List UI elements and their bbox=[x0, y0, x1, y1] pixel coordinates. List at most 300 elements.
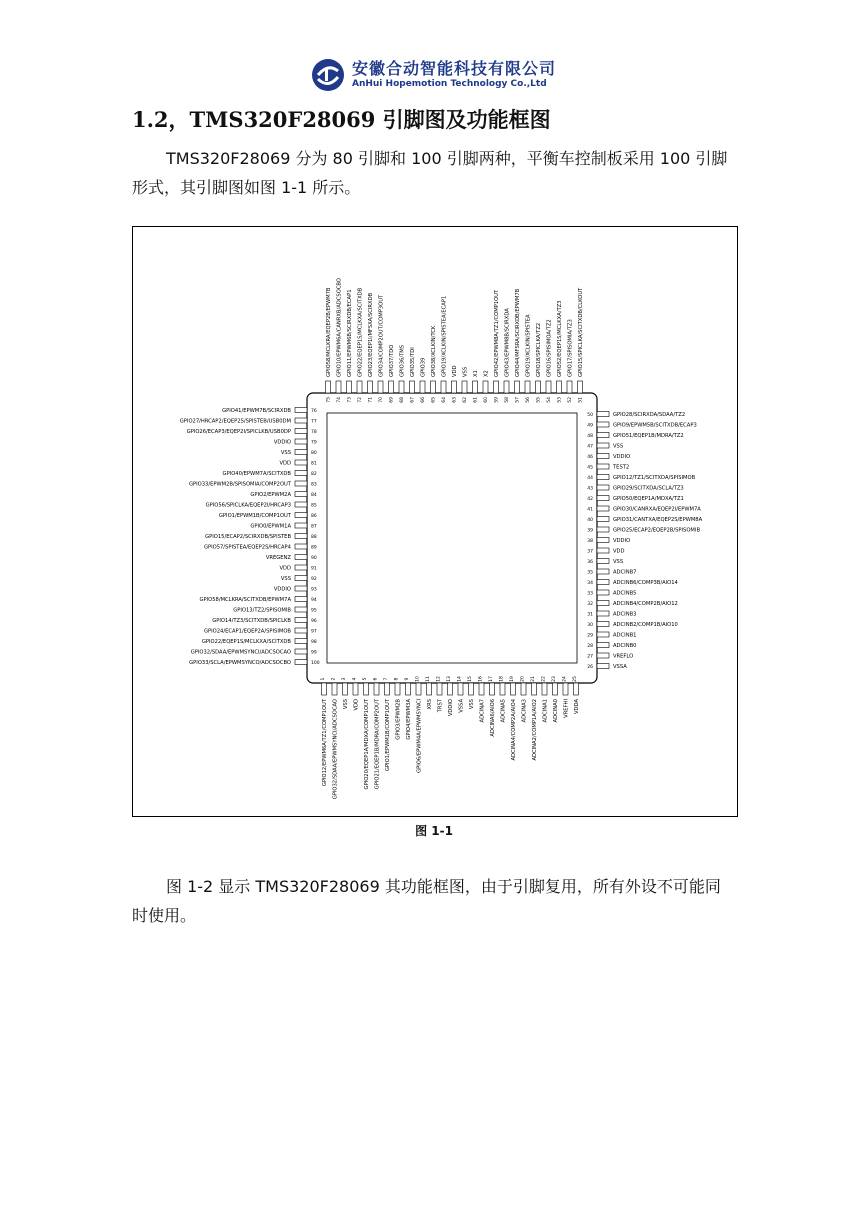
pin-label: GPIO1/EPWM1B/COMP1OUT bbox=[385, 699, 391, 772]
pin-number: 29 bbox=[587, 633, 593, 639]
pin-label: GPIO24/ECAP1/EQEP2A/SPISIMOB bbox=[204, 628, 291, 635]
pin-number: 10 bbox=[415, 676, 421, 682]
pin-label: VDDIO bbox=[613, 453, 631, 460]
pin-label: GPIO20/EQEP1A/MDXA/COMP1OUT bbox=[364, 699, 370, 790]
pin-label: VSS bbox=[280, 575, 291, 582]
pin-stub bbox=[597, 527, 609, 532]
pin-number: 27 bbox=[587, 654, 593, 660]
pin-stub bbox=[420, 381, 425, 393]
pin-label: GPIO4/EPWM3A bbox=[406, 699, 412, 740]
pin-label: GPIO9/EPWM5B/SCITXDB/ECAP3 bbox=[613, 422, 697, 429]
pin-number: 20 bbox=[520, 676, 526, 682]
pin-stub bbox=[597, 464, 609, 469]
pin-stub bbox=[322, 683, 327, 695]
pin-label: GPIO56/SPICLKA/EQEP2I/HRCAP3 bbox=[205, 502, 291, 509]
pin-stub bbox=[295, 544, 307, 549]
pin-label: VDDIO bbox=[613, 537, 631, 544]
pin-stub bbox=[546, 381, 551, 393]
pin-number: 99 bbox=[311, 650, 317, 656]
pin-stub bbox=[437, 683, 442, 695]
pin-number: 64 bbox=[442, 397, 447, 403]
pin-stub bbox=[295, 513, 307, 518]
pin-number: 1 bbox=[321, 677, 326, 681]
pin-label: GPIO37/TDO bbox=[389, 344, 395, 377]
pin-stub bbox=[295, 628, 307, 633]
pin-stub bbox=[427, 683, 432, 695]
pin-label: ADCINB3 bbox=[613, 611, 637, 618]
pin-stub bbox=[326, 381, 331, 393]
pin-stub bbox=[295, 471, 307, 476]
pin-label: GPIO19/XCLKIN/SPISTEA bbox=[525, 314, 532, 377]
pin-stub bbox=[504, 381, 509, 393]
pin-number: 35 bbox=[587, 570, 593, 576]
pin-number: 60 bbox=[484, 397, 489, 403]
pin-number: 68 bbox=[400, 397, 405, 403]
pin-label: GPIO39 bbox=[420, 357, 427, 377]
pin-stub bbox=[295, 618, 307, 623]
pin-number: 95 bbox=[311, 608, 317, 614]
company-name-cn: 安徽合动智能科技有限公司 bbox=[352, 59, 557, 78]
pin-number: 3 bbox=[342, 677, 347, 681]
pin-number: 96 bbox=[311, 618, 317, 624]
pin-label: GPIO0/EPWM1A bbox=[250, 523, 291, 530]
pin-stub bbox=[597, 559, 609, 564]
pin-label: GPIO32/SDAA/EPWMSYNCI/ADCSOCAO bbox=[332, 699, 339, 800]
pin-number: 14 bbox=[457, 676, 463, 682]
pin-number: 66 bbox=[421, 397, 426, 403]
pin-stub bbox=[597, 590, 609, 595]
pin-label: GPIO28/SCIRXDA/SDAA/TZ2 bbox=[613, 411, 686, 418]
pin-label: XRS bbox=[427, 699, 433, 710]
pin-number: 17 bbox=[489, 676, 494, 682]
pin-stub bbox=[515, 381, 520, 393]
pin-number: 37 bbox=[587, 549, 593, 555]
pin-stub bbox=[416, 683, 421, 695]
pin-stub bbox=[479, 683, 484, 695]
pin-number: 40 bbox=[587, 517, 593, 523]
pin-label: VSS bbox=[462, 366, 469, 377]
pin-label: GPIO1/EPWM1B/COMP1OUT bbox=[218, 512, 291, 519]
pin-number: 47 bbox=[587, 444, 593, 450]
pin-label: VDDIO bbox=[448, 699, 454, 717]
chip-body bbox=[307, 393, 597, 683]
pin-stub bbox=[295, 649, 307, 654]
pin-stub bbox=[295, 408, 307, 413]
pin-label: VDD bbox=[452, 365, 458, 377]
pin-label: GPIO42/EPWM8A/TZ1/COMP1OUT bbox=[494, 289, 500, 377]
pin-stub bbox=[574, 683, 579, 695]
pin-stub bbox=[353, 683, 358, 695]
pin-label: GPIO3/EPWM2B bbox=[395, 699, 402, 740]
pin-number: 50 bbox=[587, 412, 593, 418]
pin-stub bbox=[295, 460, 307, 465]
pin-label: ADCINA1 bbox=[542, 699, 549, 723]
pin-label: GPIO17/SPISOMIA/TZ3 bbox=[567, 319, 574, 377]
pin-number: 86 bbox=[311, 513, 317, 519]
pin-stub bbox=[597, 569, 609, 574]
pin-number: 56 bbox=[526, 397, 531, 403]
pin-number: 83 bbox=[311, 482, 317, 488]
pin-stub bbox=[295, 418, 307, 423]
block-diagram-paragraph: 图 1-2 显示 TMS320F28069 其功能框图，由于引脚复用，所有外设不可能同时使用。 bbox=[132, 877, 721, 925]
pin-stub bbox=[347, 381, 352, 393]
pin-label: GPIO40/EPWM7A/SCITXDB bbox=[222, 470, 291, 477]
pin-number: 65 bbox=[431, 397, 437, 403]
pin-label: GPIO15/ECAP2/SCIRXDB/SPISTEB bbox=[205, 533, 291, 540]
pin-label: GPIO52/EQEP1S/MCLKXA/TZ3 bbox=[557, 300, 563, 377]
pin-number: 59 bbox=[494, 397, 500, 403]
pin-number: 97 bbox=[311, 629, 317, 635]
pin-number: 74 bbox=[337, 397, 342, 403]
pin-number: 16 bbox=[478, 676, 484, 682]
pin-label: GPIO21/EQEP1B/MDRA/COMP2OUT bbox=[374, 699, 381, 790]
pin-number: 63 bbox=[452, 397, 458, 403]
pin-stub bbox=[597, 643, 609, 648]
pin-label: VREGENZ bbox=[265, 554, 291, 561]
pin-number: 7 bbox=[384, 677, 389, 681]
pin-stub bbox=[597, 454, 609, 459]
pin-label: GPIO36/TMS bbox=[399, 344, 406, 377]
pin-label: GPIO51/EQEP1B/MDRA/TZ2 bbox=[613, 432, 684, 439]
pin-label: TRST bbox=[437, 699, 444, 713]
pin-label: VDD bbox=[279, 460, 291, 467]
pin-label: GPIO23/EQEP1I/MFSXA/SCIRXDB bbox=[368, 292, 374, 377]
pin-label: GPIO29/SCITXDA/SCLA/TZ3 bbox=[613, 485, 684, 492]
pin-stub bbox=[295, 534, 307, 539]
pin-number: 45 bbox=[587, 465, 593, 471]
pin-number: 87 bbox=[311, 524, 317, 530]
pin-stub bbox=[452, 381, 457, 393]
pin-stub bbox=[597, 622, 609, 627]
pin-number: 100 bbox=[311, 660, 320, 666]
company-logo bbox=[310, 57, 346, 93]
pin-number: 75 bbox=[326, 397, 332, 403]
pin-number: 12 bbox=[436, 676, 442, 682]
pin-stub bbox=[521, 683, 526, 695]
pin-label: ADCINB2/COMP1B/AIO10 bbox=[613, 621, 678, 628]
pin-number: 46 bbox=[587, 454, 593, 460]
pin-stub bbox=[490, 683, 495, 695]
pin-label: GPIO12/EPWM6A/TZ1/COMP1OUT bbox=[322, 699, 328, 787]
pin-number: 23 bbox=[552, 676, 557, 682]
pin-stub bbox=[295, 597, 307, 602]
pin-label: VSSA bbox=[613, 663, 627, 670]
pin-label: VDDA bbox=[574, 699, 580, 714]
pin-number: 72 bbox=[358, 397, 363, 403]
pin-number: 30 bbox=[587, 622, 593, 628]
pin-number: 61 bbox=[473, 397, 479, 403]
pin-label: ADCINA5 bbox=[500, 699, 507, 723]
pin-number: 13 bbox=[447, 676, 452, 682]
pin-stub bbox=[597, 538, 609, 543]
pin-stub bbox=[500, 683, 505, 695]
pin-stub bbox=[295, 576, 307, 581]
pin-label: ADCINA6/AIO6 bbox=[490, 699, 496, 737]
pin-number: 4 bbox=[352, 677, 358, 681]
pin-stub bbox=[295, 660, 307, 665]
pin-stub bbox=[597, 611, 609, 616]
pin-stub bbox=[563, 683, 568, 695]
pin-stub bbox=[357, 381, 362, 393]
pin-label: GPIO41/EPWM7B/SCIRXDB bbox=[222, 407, 291, 414]
pin-label: GPIO15/SPICLKA/SCITXDB/CLKOUT bbox=[578, 287, 584, 377]
pin-stub bbox=[295, 607, 307, 612]
pin-label: GPIO2/EPWM2A bbox=[250, 491, 291, 498]
pin-number: 76 bbox=[311, 408, 317, 414]
pin-number: 84 bbox=[311, 492, 317, 498]
pin-number: 55 bbox=[536, 397, 542, 403]
pin-stub bbox=[597, 517, 609, 522]
pin-number: 2 bbox=[331, 677, 337, 681]
pin-number: 39 bbox=[587, 528, 593, 534]
pin-stub bbox=[542, 683, 547, 695]
pin-number: 41 bbox=[587, 507, 593, 513]
pin-number: 80 bbox=[311, 450, 317, 456]
pin-label: X2 bbox=[483, 370, 490, 377]
pin-stub bbox=[597, 443, 609, 448]
pin-label: GPIO57/SPISTEA/EQEP2S/HRCAP4 bbox=[203, 544, 291, 551]
pin-number: 92 bbox=[311, 576, 317, 582]
pin-label: GPIO14/TZ3/SCITXDB/SPICLKB bbox=[212, 617, 291, 624]
pin-label: GPIO32/SDAA/EPWMSYNCI/ADCSOCAO bbox=[190, 649, 291, 656]
pin-number: 88 bbox=[311, 534, 317, 540]
pin-number: 24 bbox=[562, 676, 568, 682]
pin-number: 5 bbox=[363, 677, 368, 681]
pin-number: 11 bbox=[426, 676, 431, 682]
pin-stub bbox=[295, 450, 307, 455]
pin-label: ADCINB0 bbox=[613, 642, 637, 649]
pin-stub bbox=[399, 381, 404, 393]
pin-stub bbox=[511, 683, 516, 695]
pin-number: 85 bbox=[311, 503, 317, 509]
pin-number: 34 bbox=[587, 580, 593, 586]
pin-label: ADCINA4/COMP2A/AIO4 bbox=[511, 699, 517, 761]
pin-number: 19 bbox=[510, 676, 515, 682]
pin-number: 77 bbox=[311, 419, 317, 425]
pin-number: 73 bbox=[347, 397, 353, 403]
pin-stub bbox=[295, 439, 307, 444]
pin-label: GPIO34/COMP2OUT/COMP3OUT bbox=[378, 294, 385, 377]
pin-number: 70 bbox=[379, 397, 384, 403]
pin-stub bbox=[597, 506, 609, 511]
pin-label: GPIO35/TDI bbox=[410, 347, 416, 377]
pin-number: 62 bbox=[463, 397, 468, 403]
company-name-en: AnHui Hopemotion Technology Co.,Ltd bbox=[352, 79, 547, 89]
pin-number: 18 bbox=[499, 676, 505, 682]
pin-number: 25 bbox=[573, 676, 578, 682]
pin-stub bbox=[295, 502, 307, 507]
pin-stub bbox=[597, 433, 609, 438]
pin-label: GPIO10/EPWM6A/CANRXB/ADCSOCBO bbox=[336, 278, 343, 377]
pin-number: 26 bbox=[587, 664, 593, 670]
company-header bbox=[310, 56, 556, 94]
pin-stub bbox=[494, 381, 499, 393]
pin-stub bbox=[567, 381, 572, 393]
pin-label: ADCINA2/COMP1A/AIO2 bbox=[532, 699, 538, 761]
pin-label: GPIO13/TZ2/SPISOMIB bbox=[233, 607, 291, 614]
pin-number: 9 bbox=[405, 677, 410, 681]
pin-label: VREFHI bbox=[563, 699, 570, 718]
pin-label: VSS bbox=[280, 449, 291, 456]
pin-label: ADCINB7 bbox=[613, 569, 637, 576]
pin-stub bbox=[441, 381, 446, 393]
pin-stub bbox=[295, 429, 307, 434]
pin-number: 78 bbox=[311, 429, 317, 435]
pin-number: 6 bbox=[373, 677, 379, 681]
pin-label: VSSA bbox=[458, 699, 465, 713]
pin-stub bbox=[597, 601, 609, 606]
pin-stub bbox=[597, 580, 609, 585]
pin-stub bbox=[578, 381, 583, 393]
pin-label: GPIO33/EPWM2B/SPISOMIA/COMP2OUT bbox=[188, 481, 291, 488]
pin-number: 31 bbox=[587, 612, 593, 618]
pin-stub bbox=[410, 381, 415, 393]
pin-label: GPIO25/ECAP2/EQEP2B/SPISOMIB bbox=[613, 527, 700, 534]
pin-number: 82 bbox=[311, 471, 317, 477]
pin-stub bbox=[597, 496, 609, 501]
pin-label: VSS bbox=[469, 699, 475, 710]
pin-number: 94 bbox=[311, 597, 317, 603]
pin-number: 91 bbox=[311, 566, 317, 572]
pin-number: 71 bbox=[368, 397, 374, 403]
pin-number: 42 bbox=[587, 496, 593, 502]
pin-number: 21 bbox=[531, 676, 536, 682]
pin-stub bbox=[295, 586, 307, 591]
pin-label: GPIO22/EQEP1S/MCLKXA/SCITXDB bbox=[357, 287, 364, 377]
pin-label: GPIO58/MCLKRA/SCITXDB/EPWM7A bbox=[199, 596, 291, 603]
pin-label: GPIO18/SPICLKA/TZ2 bbox=[536, 322, 542, 377]
pin-label: ADCINB1 bbox=[613, 632, 637, 639]
pin-number: 8 bbox=[394, 677, 400, 681]
pin-number: 22 bbox=[541, 676, 547, 682]
pin-stub bbox=[597, 653, 609, 658]
pin-label: GPIO30/CANRXA/EQEP2I/EPWM7A bbox=[613, 506, 701, 513]
pin-stub bbox=[473, 381, 478, 393]
pin-label: GPIO31/CANTXA/EQEP2S/EPWM8A bbox=[613, 516, 703, 523]
pin-label: GPIO38/XCLKIN/TCK bbox=[431, 325, 437, 377]
pin-label: VSS bbox=[343, 699, 349, 710]
pin-stub bbox=[295, 555, 307, 560]
pin-stub bbox=[374, 683, 379, 695]
pin-label: ADCINB5 bbox=[613, 590, 637, 597]
pin-number: 81 bbox=[311, 461, 317, 467]
pin-label: GPIO16/SPISIMOA/TZ2 bbox=[546, 319, 553, 377]
pin-stub bbox=[368, 381, 373, 393]
pin-label: X1 bbox=[473, 370, 479, 377]
pin-stub bbox=[406, 683, 411, 695]
pin-label: GPIO58/MCLKRA/EQEP2B/EPWM7B bbox=[326, 287, 332, 377]
pin-label: VDD bbox=[353, 699, 360, 711]
pin-label: VDDIO bbox=[273, 439, 291, 446]
pin-stub bbox=[469, 683, 474, 695]
pin-label: GPIO27/HRCAP2/EQEP2S/SPISTEB/USB0DM bbox=[179, 418, 291, 425]
pin-stub bbox=[395, 683, 400, 695]
pin-number: 93 bbox=[311, 587, 317, 593]
pin-stub bbox=[462, 381, 467, 393]
pin-number: 58 bbox=[505, 397, 510, 403]
pin-number: 36 bbox=[587, 559, 593, 565]
pin-label: VSS bbox=[613, 443, 624, 450]
pin-stub bbox=[553, 683, 558, 695]
pin-label: GPIO33/SCLA/EPWMSYNCO/ADCSOCBO bbox=[189, 659, 291, 666]
pin-label: GPIO11/EPWM6B/SCIRXDB/ECAP1 bbox=[347, 289, 353, 377]
pin-stub bbox=[295, 639, 307, 644]
pin-number: 44 bbox=[587, 475, 593, 481]
pin-number: 53 bbox=[557, 397, 563, 403]
pin-label: VDD bbox=[279, 565, 291, 572]
pin-stub bbox=[332, 683, 337, 695]
pin-stub bbox=[557, 381, 562, 393]
figure-caption: 图 1-1 bbox=[415, 824, 453, 838]
pin-stub bbox=[295, 492, 307, 497]
pin-stub bbox=[597, 632, 609, 637]
pin-stub bbox=[295, 565, 307, 570]
pin-number: 49 bbox=[587, 423, 593, 429]
pin-label: VREFLO bbox=[613, 653, 634, 660]
pin-number: 33 bbox=[587, 591, 593, 597]
pin-stub bbox=[431, 381, 436, 393]
pin-number: 51 bbox=[578, 397, 584, 403]
pin-stub bbox=[458, 683, 463, 695]
pin-label: ADCINA3 bbox=[521, 699, 528, 723]
pin-stub bbox=[597, 664, 609, 669]
pin-stub bbox=[597, 485, 609, 490]
pin-label: GPIO50/EQEP1A/MDXA/TZ1 bbox=[613, 495, 684, 502]
pin-stub bbox=[385, 683, 390, 695]
pin-number: 69 bbox=[389, 397, 395, 403]
pin-number: 38 bbox=[587, 538, 593, 544]
pin-stub bbox=[448, 683, 453, 695]
pin-label: VDDIO bbox=[273, 586, 291, 593]
pin-number: 15 bbox=[468, 676, 473, 682]
pin-label: ADCINB6/COMP3B/AIO14 bbox=[613, 579, 678, 586]
pin-stub bbox=[483, 381, 488, 393]
pin-number: 90 bbox=[311, 555, 317, 561]
pin-label: ADCINA0 bbox=[553, 699, 559, 723]
pin-number: 28 bbox=[587, 643, 593, 649]
pin-stub bbox=[364, 683, 369, 695]
pin-label: ADCINB4/COMP2B/AIO12 bbox=[613, 600, 678, 607]
pin-stub bbox=[597, 422, 609, 427]
pin-number: 89 bbox=[311, 545, 317, 551]
pin-stub bbox=[378, 381, 383, 393]
pin-label: VDD bbox=[613, 548, 625, 555]
pin-stub bbox=[536, 381, 541, 393]
pin-label: GPIO19/XCLKIN/SPISTEA/ECAP1 bbox=[441, 295, 448, 377]
pin-label: ADCINA7 bbox=[479, 699, 486, 723]
pin-number: 98 bbox=[311, 639, 317, 645]
pin-stub bbox=[343, 683, 348, 695]
pin-stub bbox=[389, 381, 394, 393]
pin-number: 57 bbox=[515, 397, 521, 403]
pin-label: TEST2 bbox=[613, 464, 630, 471]
pin-label: GPIO44/MFSRA/SCIRXDB/EPWM7B bbox=[515, 288, 521, 377]
pin-stub bbox=[597, 412, 609, 417]
pin-stub bbox=[597, 548, 609, 553]
pin-stub bbox=[597, 475, 609, 480]
pin-label: GPIO22/EQEP1S/MCLKXA/SCITXDB bbox=[201, 638, 291, 645]
pin-label: GPIO43/EPWM8B/SCIRXDA bbox=[504, 308, 511, 377]
pin-label: VSS bbox=[613, 558, 624, 565]
pin-stub bbox=[525, 381, 530, 393]
pin-number: 54 bbox=[547, 397, 552, 403]
pin-number: 67 bbox=[410, 397, 416, 403]
pin-stub bbox=[336, 381, 341, 393]
pin-diagram-figure bbox=[132, 226, 738, 817]
pin-number: 32 bbox=[587, 601, 593, 607]
pin-stub bbox=[532, 683, 537, 695]
pin-diagram bbox=[133, 227, 737, 816]
